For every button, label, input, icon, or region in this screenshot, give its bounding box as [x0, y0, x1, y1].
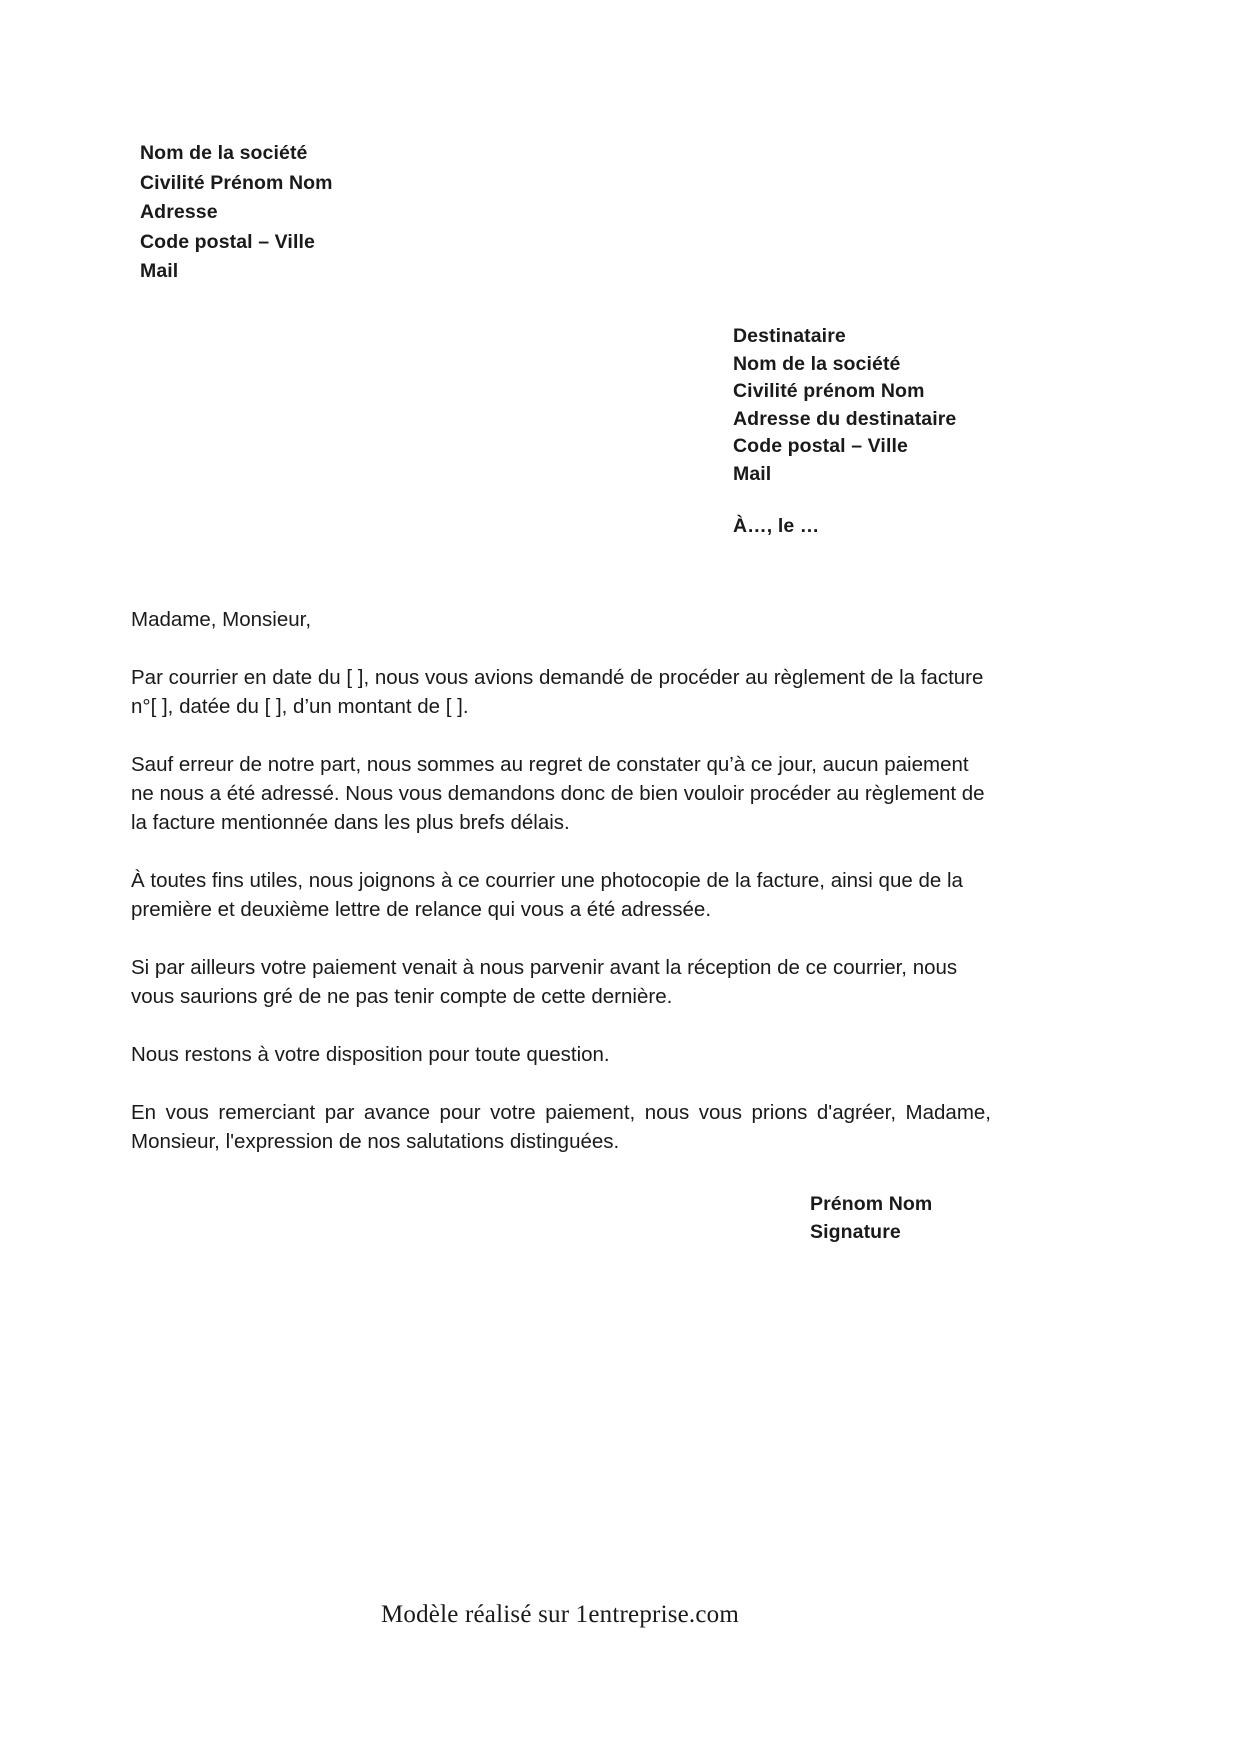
place-and-date-block: [733, 513, 819, 541]
recipient-person-name: Civilité prénom Nom: [733, 380, 925, 402]
sender-address-block: [140, 139, 660, 287]
recipient-company-name: Nom de la société: [733, 352, 901, 375]
sender-company-name: Nom de la société: [140, 142, 308, 164]
body-paragraph-2: Sauf erreur de notre part, nous sommes au regret de constater qu’à ce jour, aucun paiement ne nous a été adressé. Nous vous demandons donc de bien vouloir procéder au règlement de la facture mentionnée dans les plus brefs délais.: [131, 753, 985, 834]
body-paragraph-1: Par courrier en date du [ ], nous vous avions demandé de procéder au règlement de la facture n°[ ], datée du [ ], d’un montant de [ ].: [131, 666, 984, 718]
recipient-postal-city: Code postal – Ville: [733, 435, 908, 457]
body-paragraph-4: Si par ailleurs votre paiement venait à nous parvenir avant la réception de ce courrier, nous vous saurions gré de ne pas tenir compte de cette dernière.: [131, 956, 958, 1008]
recipient-address-block: [733, 323, 1163, 488]
sender-person-name: Civilité Prénom Nom: [140, 171, 333, 194]
place-and-date: À…, le …: [733, 515, 820, 537]
salutation: Madame, Monsieur,: [131, 608, 312, 631]
recipient-street: Adresse du destinataire: [733, 407, 957, 430]
signature-name: Prénom Nom: [810, 1193, 933, 1215]
signature-label: Signature: [810, 1220, 901, 1243]
sender-street: Adresse: [140, 201, 218, 223]
letter-body: [131, 606, 991, 1185]
body-paragraph-6-closing: En vous remerciant par avance pour votre paiement, nous vous prions d'agréer, Madame, Monsieur, l'expression de nos salutations distinguées.: [131, 1101, 991, 1153]
signature-block: [810, 1191, 932, 1246]
recipient-mail: Mail: [733, 462, 772, 485]
body-paragraph-3: À toutes fins utiles, nous joignons à ce courrier une photocopie de la facture, ainsi que de la première et deuxième lettre de relance qui vous a été adressée.: [131, 869, 963, 921]
body-paragraph-5: Nous restons à votre disposition pour toute question.: [131, 1043, 610, 1066]
footer-credit-text: Modèle réalisé sur 1entreprise.com: [380, 1601, 740, 1628]
sender-mail: Mail: [140, 260, 179, 282]
footer-credit: [0, 1600, 1240, 1630]
sender-postal-city: Code postal – Ville: [140, 230, 315, 253]
recipient-heading: Destinataire: [733, 325, 846, 347]
